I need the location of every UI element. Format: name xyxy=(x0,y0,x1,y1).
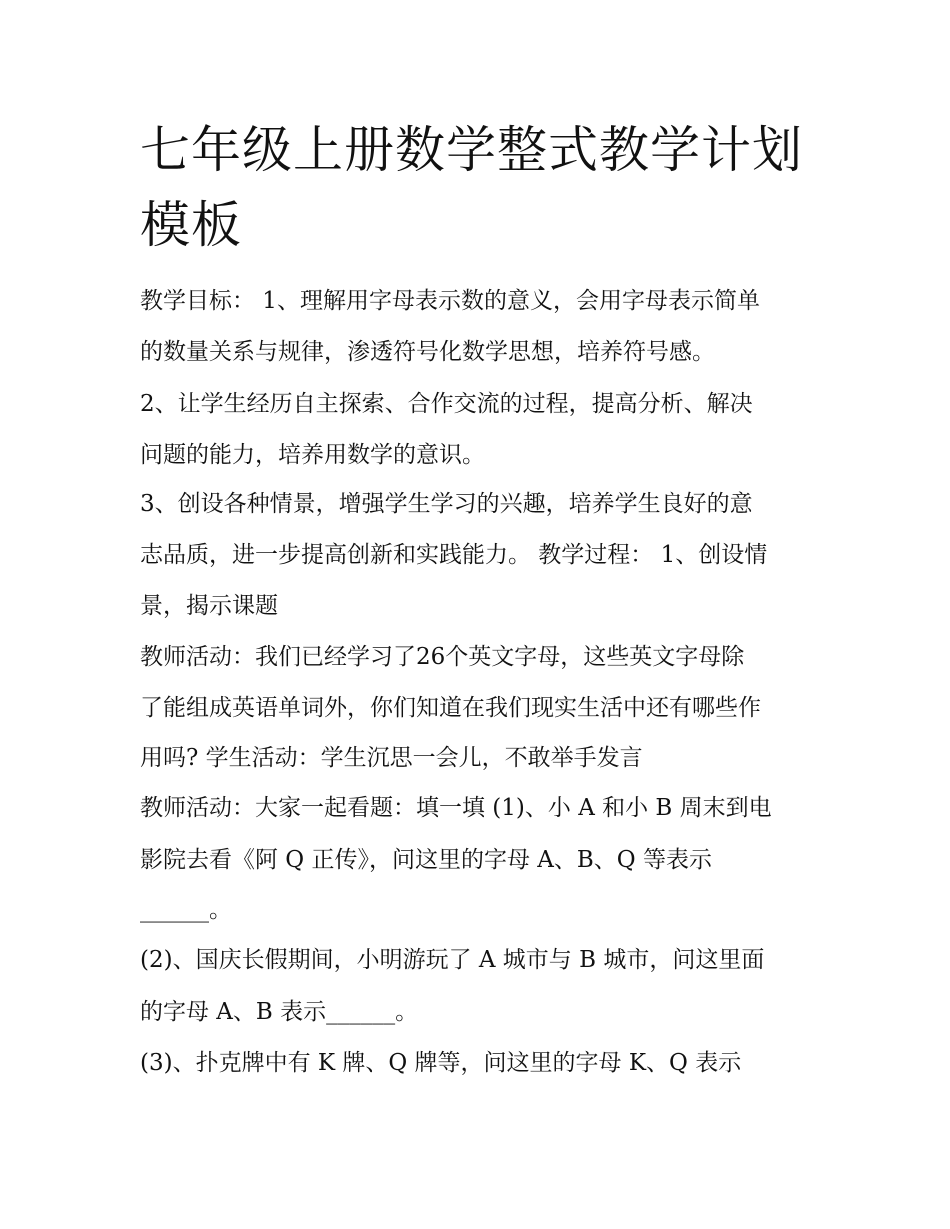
body-line: 影院去看《阿 Q 正传》，问这里的字母 A、B、Q 等表示 xyxy=(140,847,712,873)
document-title-line-1: 七年级上册数学整式教学计划 xyxy=(140,121,803,179)
body-line: 了能组成英语单词外，你们知道在我们现实生活中还有哪些作 xyxy=(140,695,761,721)
body-line: 2、让学生经历自主探索、合作交流的过程，提高分析、解决 xyxy=(140,391,753,417)
body-line: ______。 xyxy=(140,897,232,923)
body-line: 教师活动：大家一起看题：填一填 (1)、小 A 和小 B 周末到电 xyxy=(140,795,772,821)
body-line: 的数量关系与规律，渗透符号化数学思想，培养符号感。 xyxy=(140,339,715,365)
body-line: 问题的能力，培养用数学的意识。 xyxy=(140,442,485,468)
body-line: 3、创设各种情景，增强学生学习的兴趣，培养学生良好的意 xyxy=(140,491,753,517)
body-line: 教学目标： 1、理解用字母表示数的意义，会用字母表示简单 xyxy=(140,288,760,314)
body-line: 用吗? 学生活动：学生沉思一会儿，不敢举手发言 xyxy=(140,745,643,771)
body-line: 志品质，进一步提高创新和实践能力。 教学过程： 1、创设情 xyxy=(140,542,768,568)
body-line: 教师活动：我们已经学习了26个英文字母，这些英文字母除 xyxy=(140,644,745,670)
body-line: 的字母 A、B 表示______。 xyxy=(140,999,419,1025)
body-line: 景，揭示课题 xyxy=(140,593,278,619)
body-line: (3)、扑克牌中有 K 牌、Q 牌等，问这里的字母 K、Q 表示 xyxy=(140,1050,742,1076)
body-line: (2)、国庆长假期间，小明游玩了 A 城市与 B 城市，问这里面 xyxy=(140,947,765,973)
document-title-line-2: 模板 xyxy=(140,196,242,254)
